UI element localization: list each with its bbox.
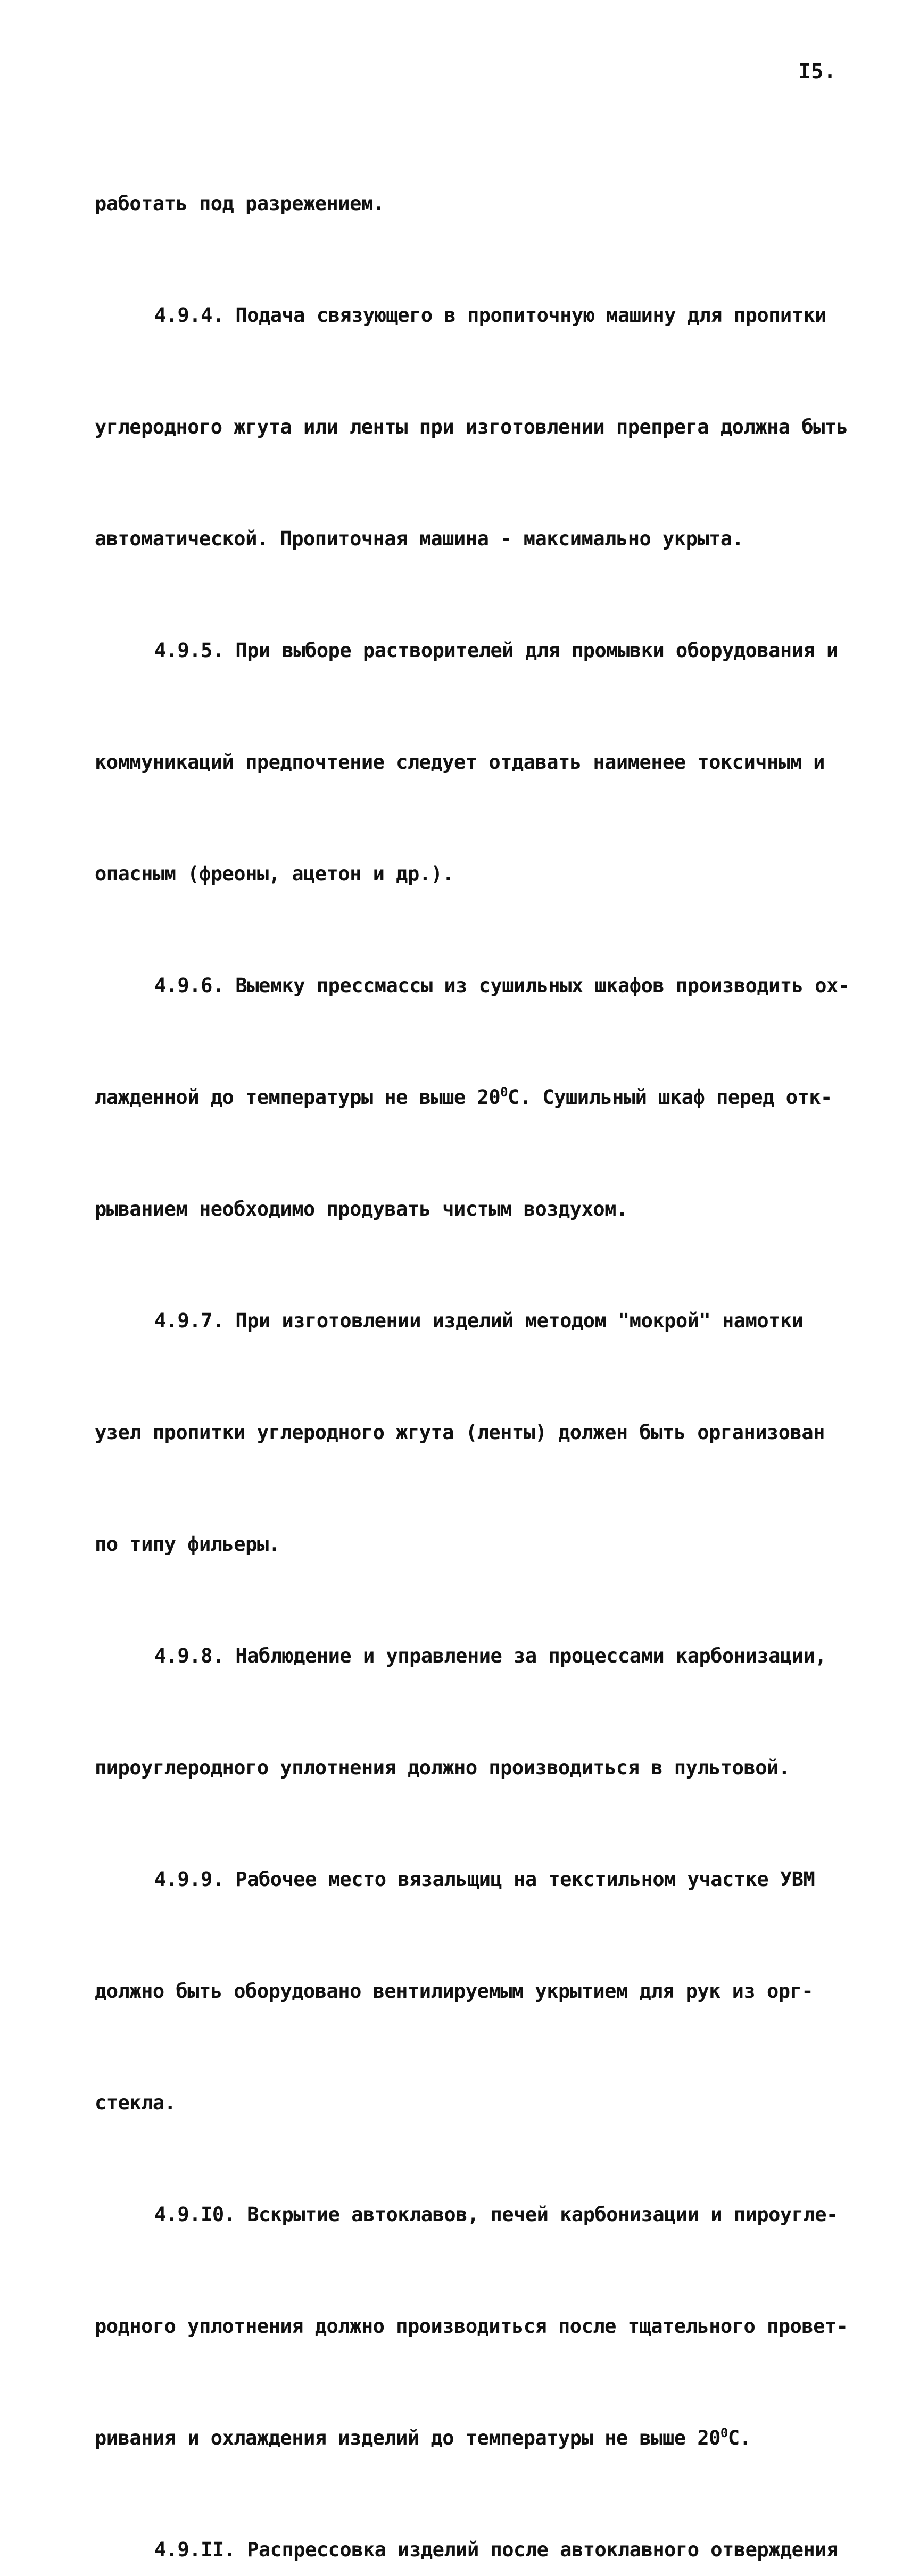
paragraph-start-4-9-11: 4.9.II. Распрессовка изделий после автоклавного отверждения	[154, 2538, 838, 2561]
text-fragment: лажденной до температуры не выше 20	[95, 1086, 501, 1109]
text-line-with-degree	[95, 2420, 845, 2457]
paragraph-start-4-9-10: 4.9.I0. Вскрытие автоклавов, печей карбонизации и пироугле-	[154, 2203, 838, 2226]
text-fragment: С.	[727, 2427, 751, 2449]
text-line: стекла.	[95, 2091, 176, 2114]
text-line: опасным (фреоны, ацетон и др.).	[95, 862, 454, 885]
text-line: работать под разрежением.	[95, 192, 385, 215]
document-body	[95, 111, 850, 2576]
text-line: автоматической. Пропиточная машина - максимально укрыта.	[95, 527, 744, 550]
text-line: рыванием необходимо продувать чистым воздухом.	[95, 1198, 628, 1220]
text-line-with-degree	[95, 1079, 845, 1116]
text-line: углеродного жгута или ленты при изготовлении препрега должна быть	[95, 416, 848, 438]
paragraph-start-4-9-8: 4.9.8. Наблюдение и управление за процессами карбонизации,	[154, 1644, 827, 1667]
text-line: родного уплотнения должно производиться после тщательного провет-	[95, 2315, 848, 2338]
degree-superscript: 0	[720, 2425, 728, 2440]
text-line: узел пропитки углеродного жгута (ленты) должен быть организован	[95, 1421, 825, 1444]
paragraph-start-4-9-6: 4.9.6. Выемку прессмассы из сушильных шкафов производить ох-	[154, 974, 850, 997]
paragraph-start-4-9-4: 4.9.4. Подача связующего в пропиточную машину для пропитки	[154, 304, 827, 327]
paragraph-start-4-9-9: 4.9.9. Рабочее место вязальщиц на текстильном участке УВМ	[154, 1868, 815, 1891]
degree-superscript: 0	[500, 1085, 508, 1100]
paragraph-start-4-9-5: 4.9.5. При выборе растворителей для промывки оборудования и	[154, 639, 838, 662]
page-number: I5.	[798, 60, 837, 83]
text-line: пироуглеродного уплотнения должно производиться в пультовой.	[95, 1756, 790, 1779]
text-fragment: ривания и охлаждения изделий до температуры не выше 20	[95, 2427, 720, 2449]
paragraph-start-4-9-7: 4.9.7. При изготовлении изделий методом "мокрой" намотки	[154, 1309, 804, 1332]
text-line: должно быть оборудовано вентилируемым укрытием для рук из орг-	[95, 1980, 814, 2002]
text-line: коммуникаций предпочтение следует отдавать наименее токсичным и	[95, 751, 825, 774]
text-line: по типу фильеры.	[95, 1533, 280, 1556]
text-fragment: С. Сушильный шкаф перед отк-	[508, 1086, 832, 1109]
